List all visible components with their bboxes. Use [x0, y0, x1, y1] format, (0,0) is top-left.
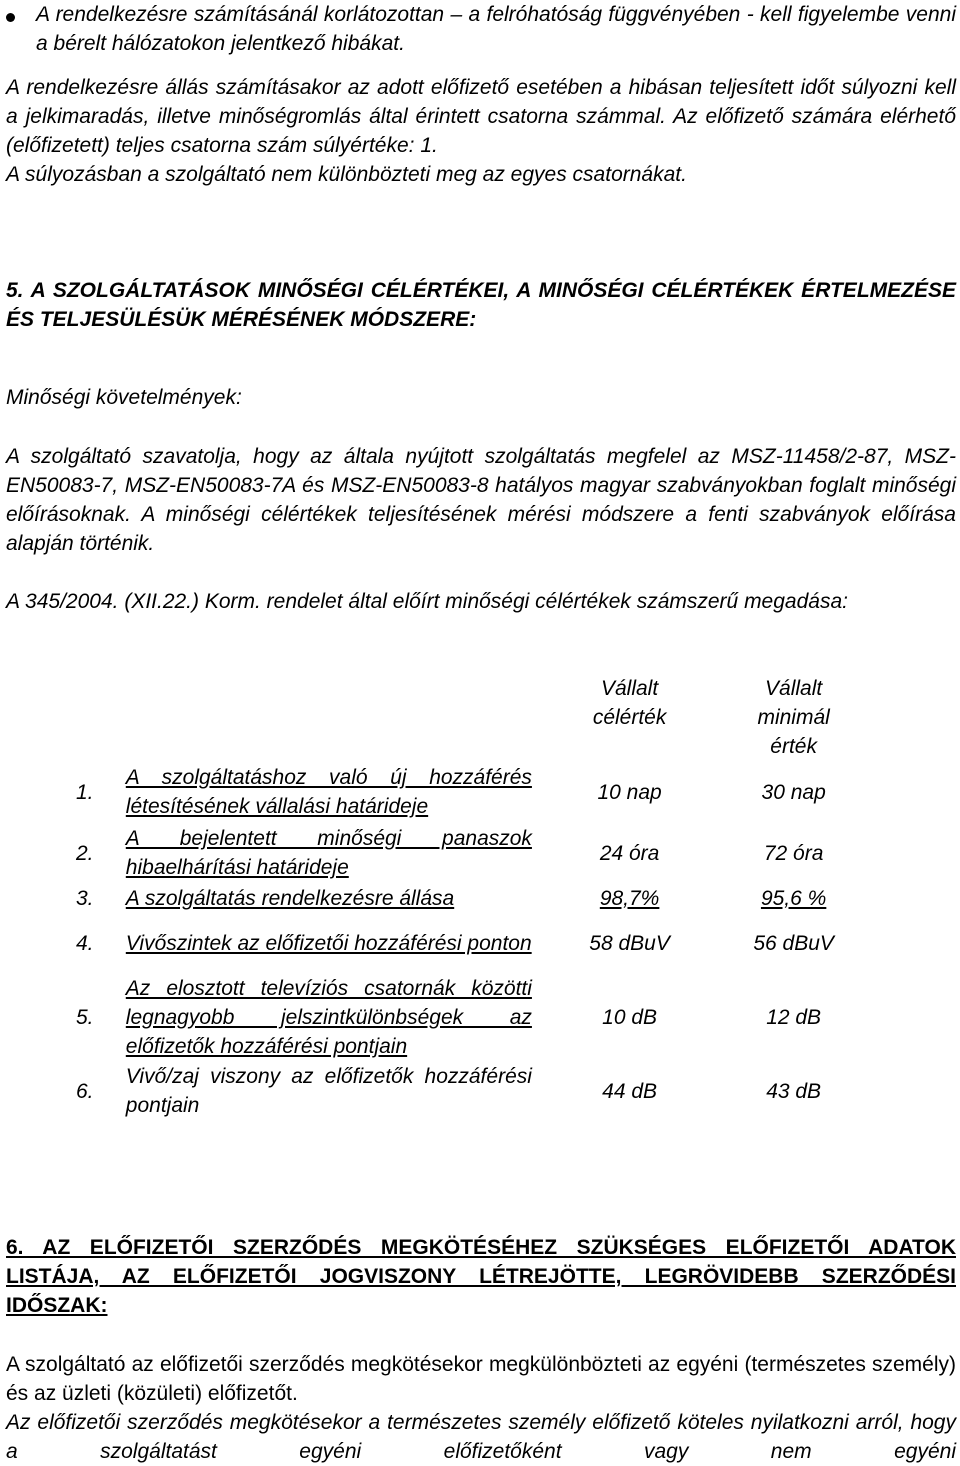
row-description: A bejelentett minőségi panaszok hibaelhárítási határideje — [125, 827, 532, 879]
paragraph-weighting-line2: A súlyozásban a szolgáltató nem különbözteti meg az egyes csatornákat. — [6, 163, 687, 186]
row-minimum-value: 30 nap — [761, 780, 826, 804]
row-number: 5. — [76, 1005, 94, 1029]
row-number: 1. — [76, 780, 94, 804]
table-row — [76, 823, 866, 883]
row-number: 6. — [76, 1079, 94, 1103]
section-6-paragraph-1: A szolgáltató az előfizetői szerződés megkötésekor megkülönbözteti az egyéni (természetes személy) és az üzleti (közületi) előfizetőt. — [6, 1353, 956, 1405]
row-number: 4. — [76, 931, 94, 955]
row-description: A szolgáltatáshoz való új hozzáférés létesítésének vállalási határideje — [125, 766, 532, 818]
paragraph-weighting — [6, 73, 956, 189]
table-header-row — [76, 674, 866, 761]
section-6-heading: 6. AZ ELŐFIZETŐI SZERZŐDÉS MEGKÖTÉSÉHEZ SZÜKSÉGES ELŐFIZETŐI ADATOK LISTÁJA, AZ ELŐFIZETŐI JOGVISZONY LÉTREJÖTTE, LEGRÖVIDEBB SZERZŐDÉSI IDŐSZAK: — [6, 1236, 956, 1317]
row-minimum-value: 12 dB — [766, 1005, 822, 1029]
row-minimum-value: 43 dB — [766, 1079, 822, 1103]
row-minimum-value: 56 dBuV — [753, 931, 834, 955]
row-target-value: 44 dB — [602, 1079, 658, 1103]
row-number: 2. — [76, 841, 94, 865]
table-row — [76, 883, 866, 913]
bullet-text: A rendelkezésre számításánál korlátozottan – a felróhatóság függvényében - kell figyelembe venni a bérelt hálózatokon jelentkező hibákat. — [36, 3, 956, 55]
row-number: 3. — [76, 886, 94, 910]
row-target-value: 10 nap — [597, 780, 662, 804]
row-target-value: 24 óra — [599, 841, 660, 865]
section-5-heading: 5. A SZOLGÁLTATÁSOK MINŐSÉGI CÉLÉRTÉKEI, A MINŐSÉGI CÉLÉRTÉKEK ÉRTELMEZÉSE ÉS TELJESÜLÉSÜK MÉRÉSÉNEK MÓDSZERE: — [6, 279, 956, 331]
row-target-value: 10 dB — [602, 1005, 658, 1029]
section-5-subheading: Minőségi követelmények: — [6, 386, 242, 409]
row-minimum-value: 72 óra — [763, 841, 824, 865]
row-description: A szolgáltatás rendelkezésre állása — [125, 886, 455, 910]
section-5-paragraph: A szolgáltató szavatolja, hogy az általa nyújtott szolgáltatás megfelel az MSZ-11458/2-87, MSZ-EN50083-7, MSZ-EN50083-7A és MSZ-EN50083-8 hatályos magyar szabványokban foglalt minőségi előírásoknak. A minőségi célértékek teljesítésének mérési módszere a fenti szabványok előírása alapján történik. — [6, 445, 956, 555]
table-row — [76, 1061, 866, 1121]
header-committed-minimum: Vállalt minimál érték — [757, 677, 830, 758]
table-row — [76, 973, 866, 1061]
row-minimum-value: 95,6 % — [760, 886, 827, 910]
header-committed-target: Vállalt célérték — [592, 677, 667, 729]
bullet-icon — [6, 13, 15, 22]
row-target-value: 98,7% — [599, 886, 660, 910]
row-description: Vivőszintek az előfizetői hozzáférési ponton — [125, 931, 532, 955]
table-row — [76, 913, 866, 973]
section-5-paragraph-2: A 345/2004. (XII.22.) Korm. rendelet által előírt minőségi célértékek számszerű megadása: — [6, 590, 848, 613]
row-target-value: 58 dBuV — [589, 931, 670, 955]
row-description: Vivő/zaj viszony az előfizetők hozzáférési pontjain — [125, 1065, 532, 1117]
section-6-paragraph-2: Az előfizetői szerződés megkötésekor a természetes személy előfizető köteles nyilatkozni arról, hogy a szolgáltatást egyéni előfizetőként vagy nem egyéni — [6, 1411, 956, 1463]
quality-targets-table — [76, 674, 866, 1121]
row-description: Az elosztott televíziós csatornák közötti legnagyobb jelszintkülönbségek az előfizetők hozzáférési pontjain — [125, 976, 532, 1058]
table-row — [76, 761, 866, 823]
paragraph-weighting-text: A rendelkezésre állás számításakor az adott előfizető esetében a hibásan teljesített időt súlyozni kell a jelkimaradás, illetve minőségromlás által érintett csatorna számmal. Az előfizető számára elérhető (előfizetett) teljes csatorna szám súlyértéke: 1. — [6, 76, 956, 157]
bullet-item — [6, 0, 956, 58]
